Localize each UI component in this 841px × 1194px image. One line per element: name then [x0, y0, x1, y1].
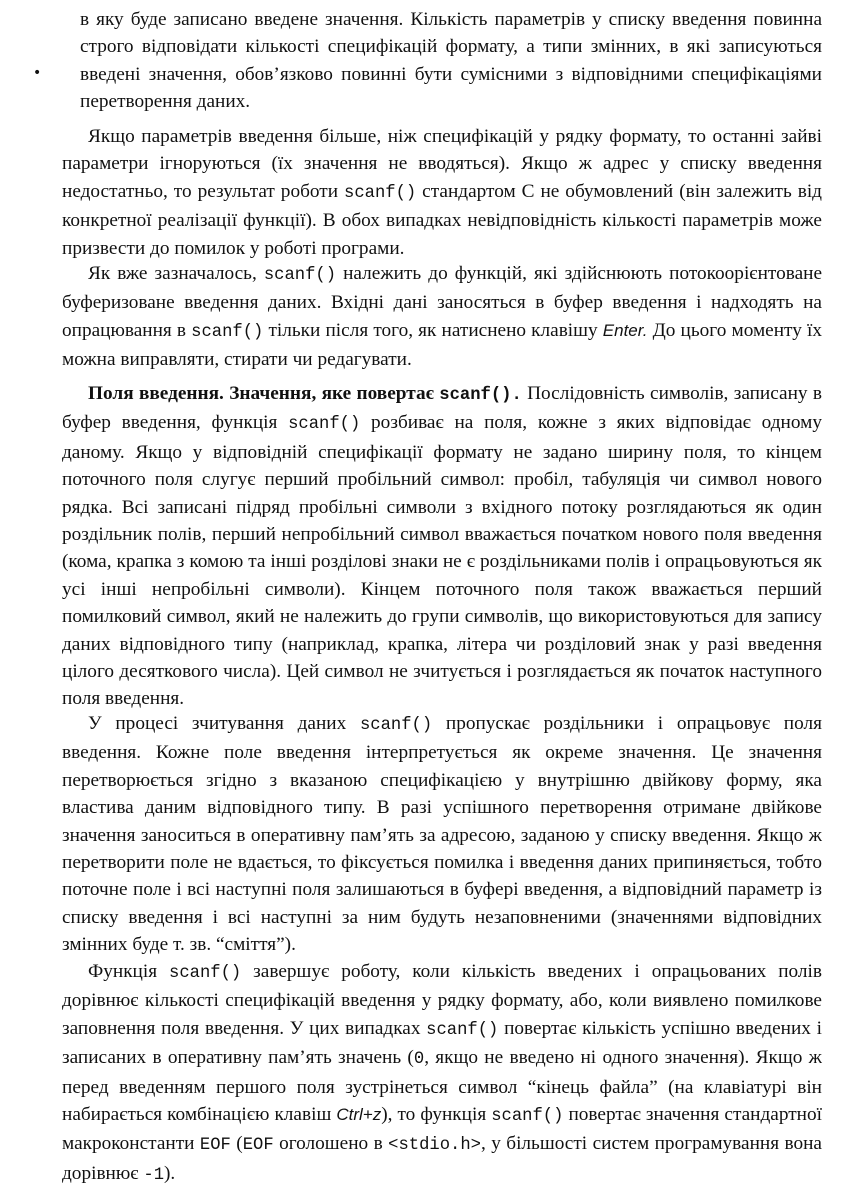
code-scanf: scanf() — [344, 183, 417, 203]
text: пропускає роздільники і опрацьовує поля введення. Кожне поле введення інтерпретується як окреме значення. Це значення перетворюється згідно з вказаною специфікацією у внутрішню двійкову форму, яка властива даним відповідного типу. В разі успішного перетворення отримане двійкове значення заноситься в оперативну пам’ять за адресою, заданою у списку введення. Якщо ж перетворити поле не вдається, то фіксується помилка і введення даних припиняється, тобто поточне поле і всі наступні поля залишаються в буфері введення, а відповідний параметр із списку введення і всі наступні за ним будуть незаповненими (значеннями відповідних змінних буде т. зв. “сміття”). — [62, 713, 823, 956]
text: розбиває на поля, кожне з яких відповідає одному даному. Якщо у відповідній специфікації формату не задано ширину поля, то кінцем поточного поля слугує перший пробільний символ: пробіл, табуляція чи символ нового рядка. Всі записані підряд пробільні символи з вхідного потоку розглядаються як один роздільник полів, перший непробільний символ вважається початком нового поля введення (кома, крапка з комою та інші розділові знаки не є роздільниками полів і опрацьовуються як усі інші непробільні символи). Кінцем поточного поля також вважається перший помилковий символ, який не належить до групи символів, що використовуються для запису даних відповідного типу (наприклад, крапка, літера чи розділовий знак у разі введення цілого десяткового числа). Цей символ не зчитується і розглядається як початок наступного поля введення. — [62, 412, 822, 710]
text: належить до функцій, які здійснюють потокоорієнтоване буферизоване введення даних. Вхідні дані заносяться в буфер введення і надходять на опрацювання в — [62, 263, 822, 341]
paragraph-input-fields — [62, 380, 822, 713]
text: Функція — [88, 961, 170, 982]
code-scanf: scanf() — [288, 415, 361, 435]
section-heading: Поля введення. Значення, яке повертає — [88, 383, 440, 404]
key-ctrl-z: Ctrl+z — [336, 1105, 382, 1125]
code-scanf: scanf() — [491, 1107, 564, 1127]
code-scanf: scanf() — [359, 716, 433, 735]
paragraph-return-value — [62, 958, 822, 1189]
code-stdio-header: <stdio.h> — [388, 1136, 481, 1156]
paragraph-continuation: в яку буде записано введене значення. Кількість параметрів у списку введення повинна строго відповідати кількості специфікацій формату, а типи змінних, в які записуються введені значення, обов’язково повинні бути сумісними з відповідними специфікаціями перетворення даних. — [80, 9, 822, 113]
text: тільки після того, як натиснено клавішу — [263, 319, 603, 341]
text: Якщо параметрів введення більше, ніж специфікацій у рядку формату, то останні зайві параметри ігноруються (їх значення не вводяться). Якщо ж адрес у списку введення недостатньо, то результат роботи — [62, 126, 822, 202]
paragraph-buffered-input — [62, 260, 822, 374]
code-scanf: scanf() — [169, 964, 242, 983]
text: До цього моменту їх можна виправляти, стирати чи редагувати. — [62, 319, 822, 371]
text: повертає кількість успішно введених і записаних в оперативну пам’ять значень ( — [62, 1017, 822, 1069]
code-eof: EOF — [199, 1136, 231, 1156]
bullet-mark: • — [33, 65, 42, 81]
text: У процесі зчитування даних — [88, 713, 360, 734]
key-enter: Enter. — [602, 320, 648, 340]
code-minus-one: -1 — [143, 1165, 165, 1185]
code-scanf: scanf() — [263, 266, 337, 285]
text: стандартом С не обумовлений (він залежить від конкретної реалізації функції). В обох випадках невідповідність кількості параметрів може призвести до помилок у роботі програми. — [62, 180, 822, 259]
text: Послідовність символів, записану в буфер введення, функція — [62, 383, 822, 434]
text: , якщо не введено ні одного значення). Якщо ж перед введенням першого поля зустрінеться символ “кінець файла” (на клавіатурі він набирається комбінацією клавіш — [62, 1047, 822, 1126]
text: ). — [164, 1162, 176, 1184]
text: , у більшості систем програмування вона дорівнює — [62, 1133, 822, 1184]
text: повертає значення стандартної макроконстанти — [62, 1104, 822, 1155]
paragraph-extra-parameters — [62, 123, 822, 262]
section-heading-code: scanf(). — [439, 386, 522, 405]
code-zero: 0 — [413, 1050, 425, 1070]
text: ), то функція — [381, 1104, 492, 1126]
code-eof: EOF — [242, 1136, 274, 1156]
text: оголошено в — [273, 1133, 389, 1155]
text: Як вже зазначалось, — [88, 263, 264, 284]
code-scanf: scanf() — [426, 1020, 499, 1040]
text: завершує роботу, коли кількість введених і опрацьованих полів дорівнює кількості специфікацій введення у рядку формату, або, коли виявлено помилкове заповнення поля введення. У цих випадках — [62, 961, 822, 1039]
code-scanf: scanf() — [191, 322, 264, 342]
text: ( — [230, 1133, 243, 1155]
paragraph-reading-process — [62, 710, 822, 959]
